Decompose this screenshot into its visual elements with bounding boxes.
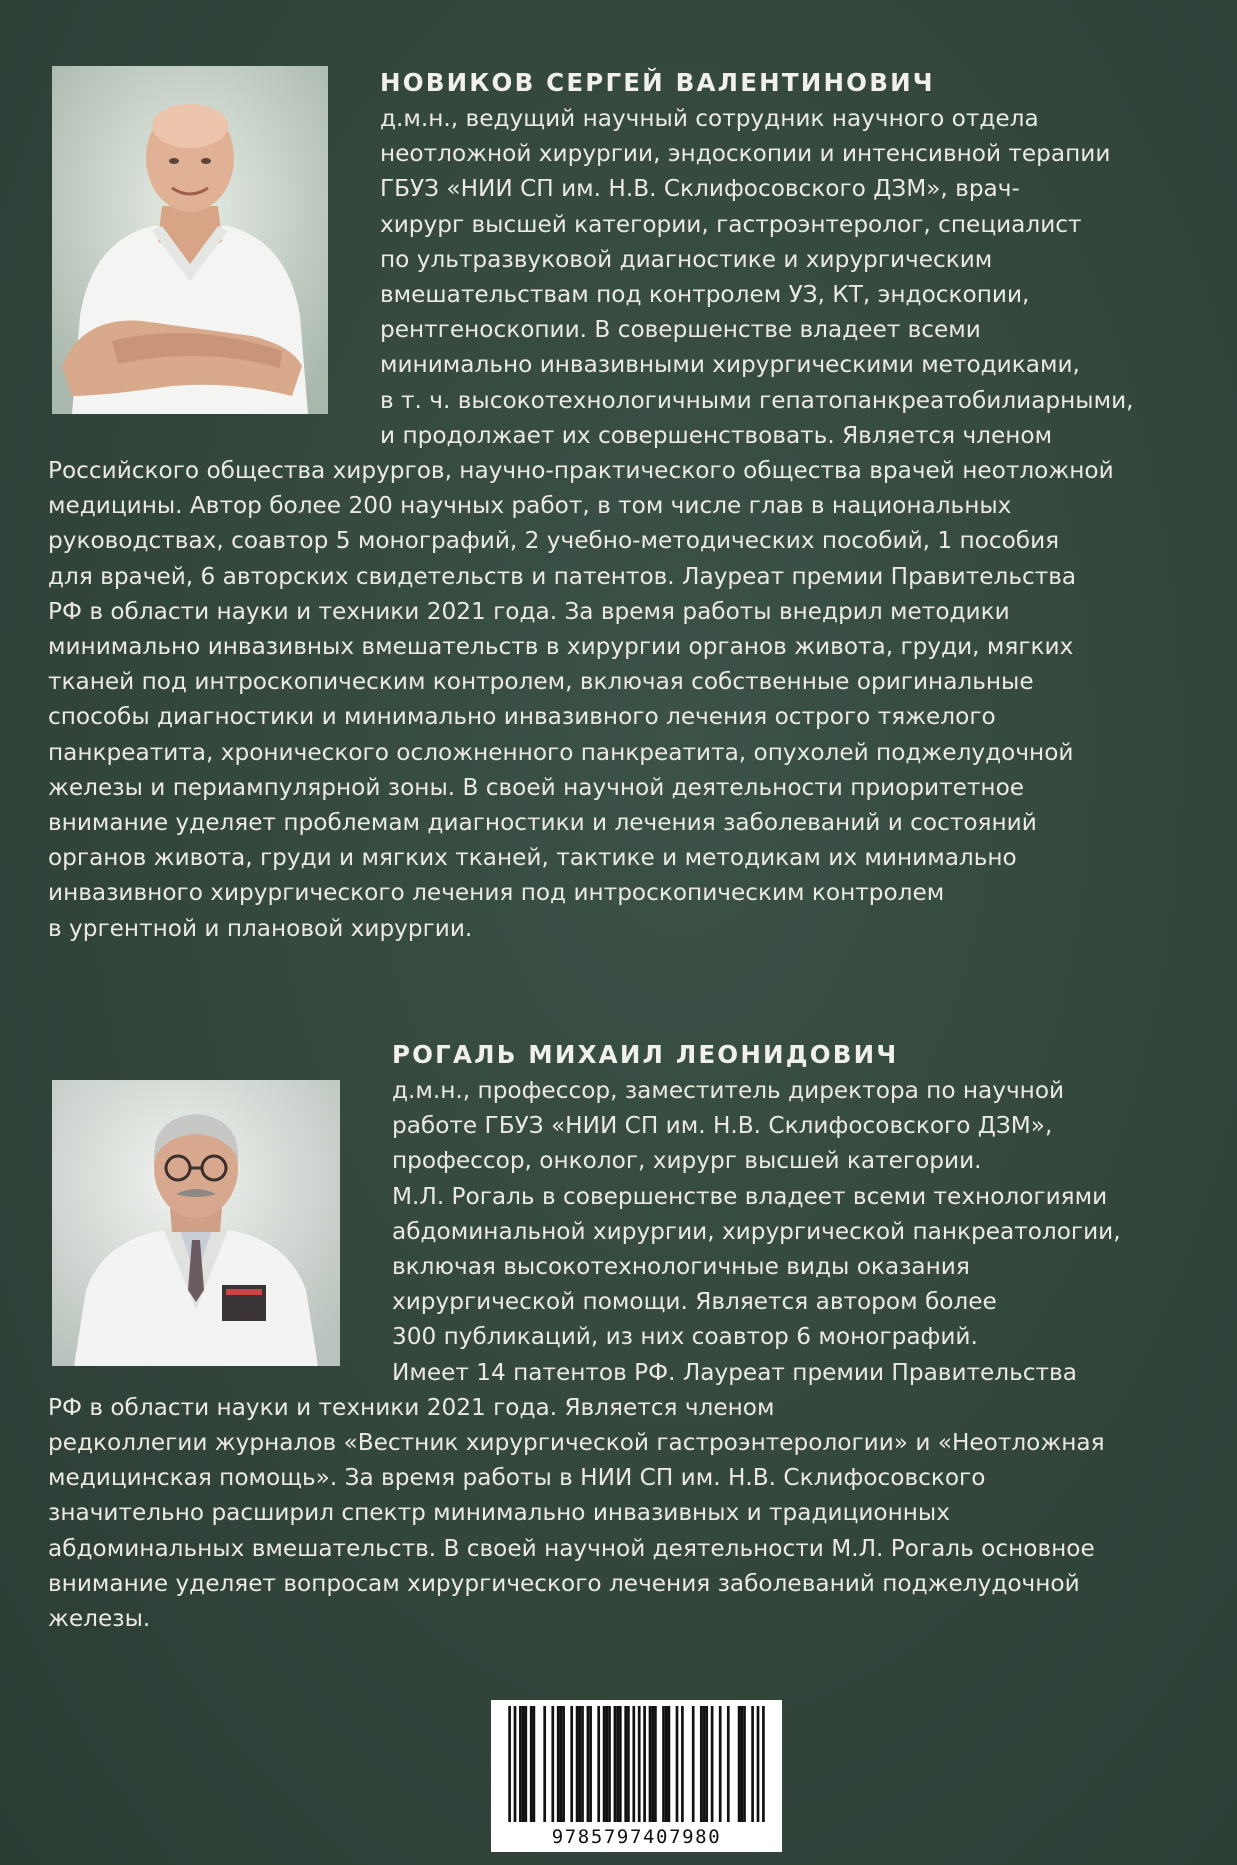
bio-line: редколлегии журналов «Вестник хирургической гастроэнтерологии» и «Неотложная [48,1429,1105,1457]
bio-line: внимание уделяет вопросам хирургического лечения заболеваний поджелудочной [48,1569,1080,1597]
author-photo-rogal [52,1080,340,1366]
barcode-bar [524,1706,527,1822]
barcode-bar [627,1706,630,1822]
barcode-bar [578,1706,581,1822]
barcode-bar [533,1706,536,1822]
barcode-bar [681,1706,684,1822]
bio-line: РФ в области науки и техники 2021 года. Является членом [48,1393,775,1421]
bio-line: панкреатита, хронического осложненного панкреатита, опухолей поджелудочной [48,738,1074,766]
barcode-bar [530,1706,533,1822]
bio-line: вмешательствам под контролем УЗ, КТ, эндоскопии, [380,281,1030,309]
bio-line: 300 публикаций, из них соавтор 6 монографий. [392,1323,978,1351]
bio-line: минимально инвазивными хирургическими методиками, [380,351,1080,379]
barcode-bar [705,1706,708,1822]
barcode-bar [587,1706,590,1822]
barcode-bar [619,1706,622,1822]
barcode-bar [762,1706,765,1822]
bio-line: абдоминальных вмешательств. В своей научной деятельности М.Л. Рогаль основное [48,1534,1095,1562]
barcode-bar [560,1706,563,1822]
barcode-bar [624,1706,627,1822]
barcode-bar [543,1706,546,1822]
bio-line: и продолжает их совершенствовать. Является членом [380,421,1053,449]
bio-line: профессор, онколог, хирург высшей категории. [392,1147,982,1175]
author-section-novikov [48,66,1200,946]
bio-line: работе ГБУЗ «НИИ СП им. Н.В. Склифосовского ДЗМ», [392,1112,1053,1140]
bio-line: по ультразвуковой диагностике и хирургическим [380,245,993,273]
bio-line: неотложной хирургии, эндоскопии и интенсивной терапии [380,140,1111,168]
bio-line: в ургентной и плановой хирургии. [48,914,473,942]
isbn-number: 9785797407980 [491,1826,782,1848]
barcode-bar [740,1706,743,1822]
bio-line: тканей под интроскопическим контролем, включая собственные оригинальные [48,668,1034,696]
barcode-bar [514,1706,517,1822]
bio-line: включая высокотехнологичные виды оказания [392,1253,970,1281]
barcode-bar [649,1706,652,1822]
bio-line: инвазивного хирургического лечения под интроскопическим контролем [48,879,945,907]
barcode-bar [589,1706,592,1822]
barcode-bar [581,1706,584,1822]
barcode-bar [614,1706,617,1822]
bio-line: абдоминальной хирургии, хирургической панкреатологии, [392,1217,1121,1245]
barcode-bar [643,1706,646,1822]
bio-line: д.м.н., ведущий научный сотрудник научного отдела [380,105,1039,132]
barcode-bar [662,1706,665,1822]
barcode-bar [605,1706,608,1822]
bio-line: ГБУЗ «НИИ СП им. Н.В. Склифосовского ДЗМ», врач- [380,175,1020,203]
barcode-bar [665,1706,668,1822]
bio-line: М.Л. Рогаль в совершенстве владеет всеми технологиями [392,1182,1108,1210]
bio-line: Российского общества хирургов, научно-практического общества врачей неотложной [48,457,1114,485]
author-name: РОГАЛЬ МИХАИЛ ЛЕОНИДОВИЧ [392,1040,899,1069]
isbn-barcode [491,1700,782,1852]
barcode-bar [551,1706,554,1822]
author-photo-novikov [52,66,328,414]
barcode-bar [638,1706,641,1822]
bio-line: Имеет 14 патентов РФ. Лауреат премии Правительства [392,1358,1077,1386]
bio-line: д.м.н., профессор, заместитель директора по научной [392,1077,1065,1104]
bio-line: железы. [48,1605,151,1633]
portrait-image [52,66,328,414]
bio-line: в т. ч. высокотехнологичными гепатопанкреатобилиарными, [380,386,1134,414]
bio-line: способы диагностики и минимально инвазивного лечения острого тяжелого [48,703,996,731]
bio-line: рентгеноскопии. В совершенстве владеет всеми [380,316,981,344]
barcode-bar [562,1706,565,1822]
bio-line: медицинская помощь». За время работы в НИИ СП им. Н.В. Склифосовского [48,1464,986,1492]
barcode-bar [508,1706,511,1822]
portrait-image [52,1080,340,1366]
bio-line: для врачей, 6 авторских свидетельств и патентов. Лауреат премии Правительства [48,562,1077,590]
barcode-bar [703,1706,706,1822]
barcode-bar [519,1706,522,1822]
barcode-bar [751,1706,754,1822]
author-name: НОВИКОВ СЕРГЕЙ ВАЛЕНТИНОВИЧ [380,68,935,97]
barcode-bar [654,1706,657,1822]
bio-line: органов живота, груди и мягких тканей, тактике и методикам их минимально [48,844,1017,872]
barcode-bar [692,1706,695,1822]
bio-line: минимально инвазивных вмешательств в хирургии органов живота, груди, мягких [48,633,1074,661]
bio-line: медицины. Автор более 200 научных работ, в том числе глав в национальных [48,492,1012,520]
barcode-bar [676,1706,679,1822]
barcode-bars [491,1700,782,1824]
bio-line: значительно расширил спектр минимально инвазивных и традиционных [48,1499,950,1527]
barcode-bar [632,1706,635,1822]
bio-line: руководствах, соавтор 5 монографий, 2 учебно-методических пособий, 1 пособия [48,527,1060,555]
bio-line: железы и периампулярной зоны. В своей научной деятельности приоритетное [48,773,1025,801]
barcode-bar [570,1706,573,1822]
barcode-bar [651,1706,654,1822]
barcode-bar [738,1706,741,1822]
bio-line: хирург высшей категории, гастроэнтеролог, специалист [380,210,1082,238]
barcode-bar [743,1706,746,1822]
barcode-bar [522,1706,525,1822]
barcode-bar [711,1706,714,1822]
barcode-bar [719,1706,722,1822]
barcode-bar [557,1706,560,1822]
barcode-bar [668,1706,671,1822]
barcode-bar [608,1706,611,1822]
bio-line: внимание уделяет проблемам диагностики и лечения заболеваний и состояний [48,809,1037,837]
barcode-bar [597,1706,600,1822]
barcode-bar [616,1706,619,1822]
barcode-bar [576,1706,579,1822]
barcode-bar [727,1706,730,1822]
barcode-bar [700,1706,703,1822]
bio-line: РФ в области науки и техники 2021 года. За время работы внедрил методики [48,597,1010,625]
barcode-bar [757,1706,760,1822]
bio-line: хирургической помощи. Является автором более [392,1288,997,1316]
author-section-rogal [48,1038,1200,1636]
barcode-bar [603,1706,606,1822]
